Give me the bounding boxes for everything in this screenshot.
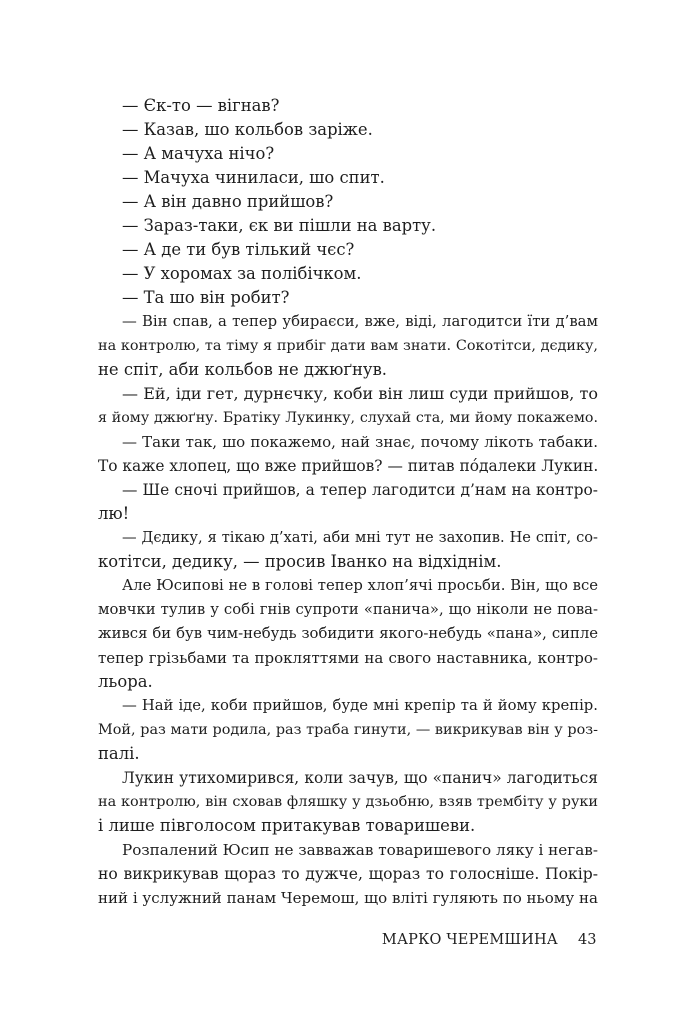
text-line: я йому джюґну. Братіку Лукинку, слухай ста, ми йому покажемо. bbox=[98, 410, 598, 426]
text-line: і лише півголосом притакував товаришеви. bbox=[98, 816, 476, 835]
text-line: — А де ти був тілький чєс? bbox=[122, 240, 355, 259]
text-line: тепер грізьбами та прокляттями на свого наставника, контро- bbox=[98, 649, 598, 667]
text-line: — Най іде, коби прийшов, буде мні крепір та й йому крепір. bbox=[122, 697, 598, 714]
text-line: Розпалений Юсип не завважав товаришевого ляку і негав- bbox=[122, 841, 598, 859]
text-line: Мой, раз мати родила, раз траба гинути, — викрикував він у роз- bbox=[98, 722, 598, 738]
running-footer-author: МАРКО ЧЕРЕМШИНА bbox=[381, 932, 558, 948]
text-line: ний і услужний панам Черемош, що вліті гуляють по ньому на bbox=[98, 889, 598, 907]
page-footer bbox=[0, 928, 690, 952]
text-line: мовчки тулив у собі гнів супроти «панича», що ніколи не пова- bbox=[98, 601, 598, 618]
text-line: — Мачуха чиниласи, шо спит. bbox=[122, 168, 385, 187]
page-number: 43 bbox=[578, 932, 597, 948]
text-line: — Дєдику, я тікаю д’хаті, аби мні тут не захопив. Не спіт, со- bbox=[122, 529, 598, 546]
text-line: на контролю, він сховав фляшку у дзьобню, взяв трембіту у руки bbox=[98, 794, 598, 810]
text-line: лю! bbox=[98, 504, 130, 523]
text-line: — Зараз-таки, єк ви пішли на варту. bbox=[122, 216, 437, 235]
text-line: жився би був чим-небудь зобидити якого-небудь «пана», сипле bbox=[98, 625, 598, 642]
text-line: Але Юсипові не в голові тепер хлоп’ячі просьби. Він, що все bbox=[122, 577, 598, 594]
text-line: — Казав, шо кольбов заріже. bbox=[122, 120, 373, 139]
text-line: — Таки так, шо покажемо, най знає, почому лікоть табаки. bbox=[122, 433, 598, 451]
text-line: котітси, дедику, — просив Іванко на відхіднім. bbox=[98, 552, 502, 571]
text-line: — У хоромах за полібічком. bbox=[122, 264, 362, 283]
text-line: льора. bbox=[98, 672, 153, 691]
text-line: — Та шо він робит? bbox=[122, 288, 290, 307]
text-line: палі. bbox=[98, 744, 140, 763]
text-line: — А він давно прийшов? bbox=[122, 192, 334, 211]
text-line: на контролю, та тіму я прибіг дати вам знати. Сокотітси, дєдику, bbox=[98, 338, 598, 354]
text-line: То каже хлопец, що вже прийшов? — питав пóдалеки Лукин. bbox=[98, 457, 599, 475]
text-line: — Ей, іди гет, дурнєчку, коби він лиш суди прийшов, то bbox=[122, 384, 598, 403]
text-line: — Він спав, а тепер убираєси, вже, віді, лагодитси їти д’вам bbox=[122, 313, 598, 330]
text-line: не спіт, аби кольбов не джюґнув. bbox=[98, 360, 388, 379]
text-line: Лукин утихомирився, коли зачув, що «панич» лагодиться bbox=[122, 769, 598, 787]
text-line: но викрикував щораз то дужче, щораз то голосніше. Покір- bbox=[98, 865, 598, 883]
text-line: — Єк-то — вігнав? bbox=[122, 96, 280, 115]
text-line: — А мачуха нічо? bbox=[122, 144, 275, 163]
text-line: — Ше сночі прийшов, а тепер лагодитси д’нам на контро- bbox=[122, 481, 598, 499]
